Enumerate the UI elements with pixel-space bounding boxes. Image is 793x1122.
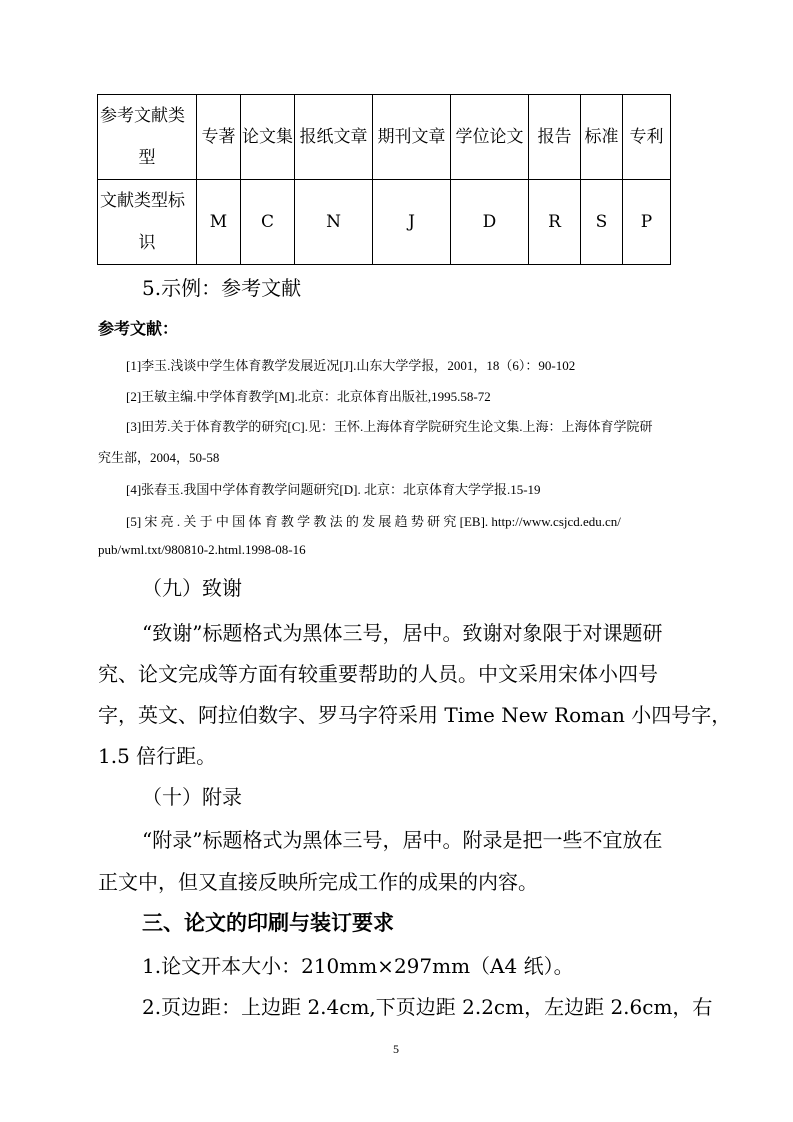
paragraph-line: “附录”标题格式为黑体三号，居中。附录是把一些不宜放在	[142, 828, 663, 852]
reference-item: [1]李玉.浅谈中学生体育教学发展近况[J].山东大学学报，2001，18（6）：90-102	[126, 358, 576, 373]
references-heading: 参考文献：	[98, 319, 179, 338]
section-title-printing: 三、论文的印刷与装订要求	[142, 911, 394, 935]
paragraph-line: 正文中，但又直接反映所完成工作的成果的内容。	[98, 870, 538, 894]
table-header-cell: 参考文献类 型	[98, 95, 197, 180]
section-title-acknowledgement: （九）致谢	[142, 576, 242, 600]
reference-item: [5] 宋 亮 . 关 于 中 国 体 育 教 学 教 法 的 发 展 趋 势 研 究 [EB]. http://www.csjcd.edu.cn/	[126, 514, 621, 529]
table-cell: 报纸文章	[295, 95, 373, 180]
table-cell: S	[581, 180, 623, 265]
table-row	[98, 180, 671, 265]
table-cell: R	[529, 180, 581, 265]
paragraph-line: 字，英文、阿拉伯数字、罗马字符采用 Time New Roman 小四号字，	[98, 703, 732, 727]
table-row	[98, 95, 671, 180]
table-cell: C	[241, 180, 295, 265]
page-number: 5	[393, 1042, 399, 1056]
reference-item: [3]田芳.关于体育教学的研究[C].见：王怀.上海体育学院研究生论文集.上海：上海体育学院研	[126, 419, 653, 434]
table-cell: 报告	[529, 95, 581, 180]
table-cell: N	[295, 180, 373, 265]
table-cell: J	[373, 180, 451, 265]
section-title-appendix: （十）附录	[142, 785, 242, 809]
table-cell: 学位论文	[451, 95, 529, 180]
reference-type-table	[97, 94, 671, 265]
paragraph-line: “致谢”标题格式为黑体三号，居中。致谢对象限于对课题研	[142, 621, 663, 645]
table-cell: 标准	[581, 95, 623, 180]
table-cell: 专著	[197, 95, 241, 180]
table-cell: 专利	[623, 95, 671, 180]
table-cell: M	[197, 180, 241, 265]
table-cell: P	[623, 180, 671, 265]
table-header-cell: 文献类型标 识	[98, 180, 197, 265]
table-cell: 论文集	[241, 95, 295, 180]
reference-item: [4]张春玉.我国中学体育教学问题研究[D]. 北京：北京体育大学学报.15-19	[126, 482, 541, 497]
table-cell: D	[451, 180, 529, 265]
reference-item: pub/wml.txt/980810-2.html.1998-08-16	[98, 542, 306, 557]
paragraph-line: 2.页边距：上边距 2.4cm,下页边距 2.2cm，左边距 2.6cm，右	[142, 995, 713, 1019]
reference-item: 究生部，2004，50-58	[98, 450, 220, 465]
example-line: 5.示例：参考文献	[142, 276, 302, 300]
reference-item: [2]王敏主编.中学体育教学[M].北京：北京体育出版社,1995.58-72	[126, 389, 491, 404]
table-cell: 期刊文章	[373, 95, 451, 180]
paragraph-line: 1.论文开本大小：210mm×297mm（A4 纸）。	[142, 954, 574, 978]
paragraph-line: 究、论文完成等方面有较重要帮助的人员。中文采用宋体小四号	[98, 662, 658, 686]
paragraph-line: 1.5 倍行距。	[98, 744, 217, 768]
